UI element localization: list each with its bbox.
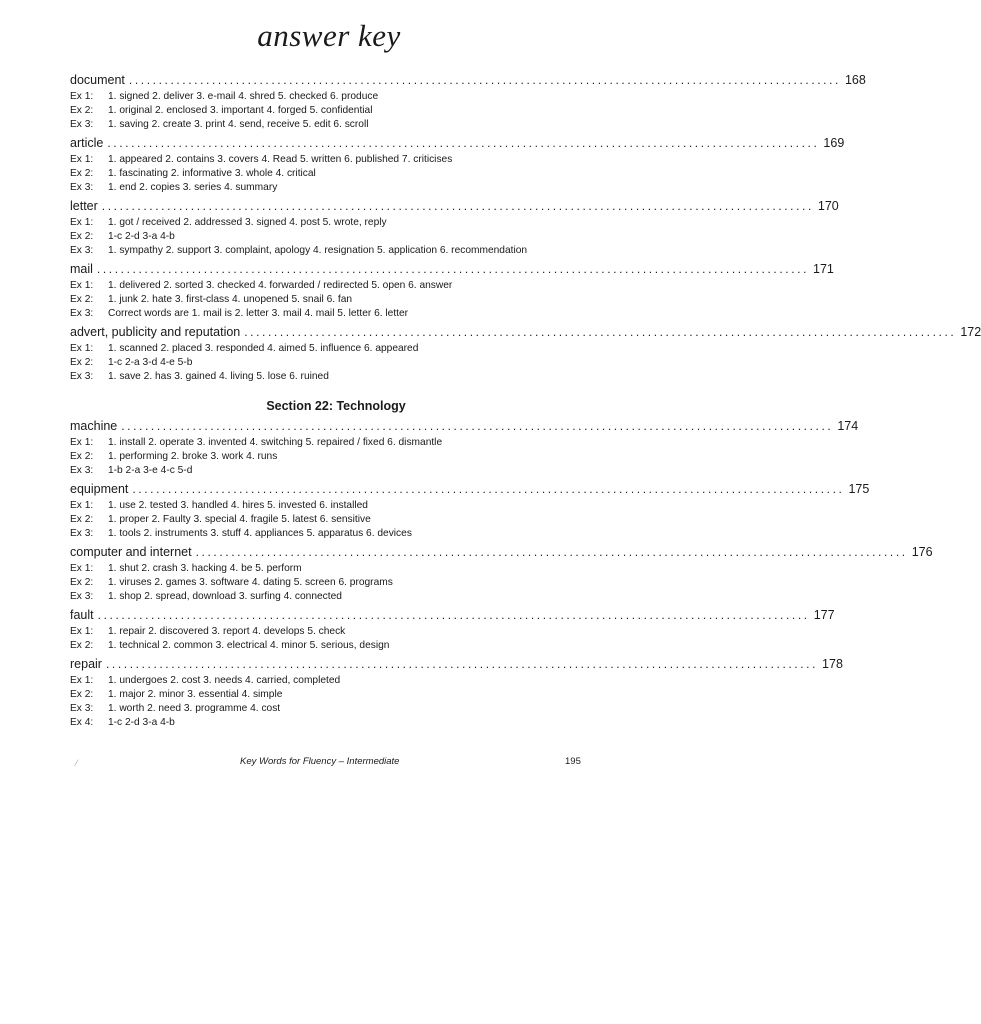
entry-document: [70, 72, 866, 132]
exercise-answers: 1. signed 2. deliver 3. e-mail 4. shred 5. checked 6. produce: [108, 91, 379, 102]
exercise-label: Ex 3:: [70, 245, 94, 256]
exercise-label: Ex 3:: [70, 528, 94, 539]
exercise-row: [70, 167, 572, 181]
exercise-label: Ex 3:: [70, 308, 94, 319]
exercise-answers: 1. viruses 2. games 3. software 4. dating 5. screen 6. programs: [108, 577, 393, 588]
page-reference: 176: [911, 545, 933, 559]
exercise-row: [70, 625, 572, 639]
exercise-label: Ex 2:: [70, 451, 94, 462]
exercise-label: Ex 1:: [70, 280, 94, 291]
exercise-answers: 1. undergoes 2. cost 3. needs 4. carried, completed: [108, 675, 341, 686]
exercise-label: Ex 1:: [70, 675, 94, 686]
dot-leader: ........................................................................................................................: [132, 482, 845, 496]
exercise-answers: 1. performing 2. broke 3. work 4. runs: [108, 451, 278, 462]
exercise-row: [70, 436, 572, 450]
exercise-row: [70, 450, 572, 464]
answer-list: [70, 69, 981, 730]
entry-heading: [70, 544, 933, 560]
exercise-answers: 1. tools 2. instruments 3. stuff 4. appliances 5. apparatus 6. devices: [108, 528, 412, 539]
entry-heading: [70, 72, 866, 88]
entry-article: [70, 135, 845, 195]
exercise-answers: 1. original 2. enclosed 3. important 4. forged 5. confidential: [108, 105, 373, 116]
exercise-row: [70, 716, 572, 730]
exercise-answers: 1-c 2-d 3-a 4-b: [108, 717, 175, 728]
exercise-label: Ex 3:: [70, 371, 94, 382]
exercise-row: [70, 590, 572, 604]
page-reference: 170: [817, 199, 839, 213]
entry-heading: [70, 261, 834, 277]
exercise-row: [70, 562, 572, 576]
exercise-answers: 1. sympathy 2. support 3. complaint, apology 4. resignation 5. application 6. recommendation: [108, 245, 528, 256]
footer-book-title: Key Words for Fluency – Intermediate: [240, 756, 400, 767]
entry-equipment: [70, 481, 870, 541]
exercise-row: [70, 104, 572, 118]
exercise-label: Ex 1:: [70, 500, 94, 511]
exercise-answers: 1. end 2. copies 3. series 4. summary: [108, 182, 278, 193]
exercise-label: Ex 4:: [70, 717, 94, 728]
page-reference: 171: [813, 262, 834, 276]
entry-heading: [70, 656, 843, 672]
exercise-answers: 1. scanned 2. placed 3. responded 4. aimed 5. influence 6. appeared: [108, 343, 419, 354]
exercise-row: [70, 244, 572, 258]
exercise-label: Ex 2:: [70, 514, 94, 525]
exercise-answers: 1. got / received 2. addressed 3. signed 4. post 5. wrote, reply: [108, 217, 387, 228]
page-reference: 169: [823, 136, 845, 150]
exercise-label: Ex 3:: [70, 119, 94, 130]
exercise-label: Ex 1:: [70, 217, 94, 228]
exercise-label: Ex 2:: [70, 168, 94, 179]
exercise-label: Ex 3:: [70, 703, 94, 714]
exercise-answers: Correct words are 1. mail is 2. letter 3. mail 4. mail 5. letter 6. letter: [108, 308, 409, 319]
exercise-row: [70, 230, 572, 244]
dot-leader: ........................................................................................................................: [244, 325, 957, 339]
exercise-label: Ex 1:: [70, 343, 94, 354]
exercise-row: [70, 464, 572, 478]
page-reference: 168: [844, 73, 866, 87]
dot-leader: ........................................................................................................................: [121, 419, 834, 433]
exercise-answers: 1. major 2. minor 3. essential 4. simple: [108, 689, 283, 700]
entry-advert: [70, 324, 981, 384]
exercise-label: Ex 1:: [70, 563, 94, 574]
headword: machine: [70, 419, 118, 433]
exercise-label: Ex 3:: [70, 182, 94, 193]
exercise-row: [70, 499, 572, 513]
exercise-row: [70, 307, 572, 321]
exercise-answers: 1. fascinating 2. informative 3. whole 4. critical: [108, 168, 316, 179]
exercise-row: [70, 639, 572, 653]
exercise-label: Ex 1:: [70, 626, 94, 637]
exercise-row: [70, 370, 572, 384]
exercise-row: [70, 527, 572, 541]
headword: fault: [70, 608, 94, 622]
headword: repair: [70, 657, 102, 671]
entry-heading: [70, 324, 981, 340]
exercise-answers: 1. install 2. operate 3. invented 4. switching 5. repaired / fixed 6. dismantle: [108, 437, 443, 448]
exercise-label: Ex 1:: [70, 91, 94, 102]
page-reference: 174: [837, 419, 859, 433]
exercise-answers: 1. worth 2. need 3. programme 4. cost: [108, 703, 281, 714]
exercise-answers: 1. shut 2. crash 3. hacking 4. be 5. perform: [108, 563, 302, 574]
exercise-answers: 1-c 2-a 3-d 4-e 5-b: [108, 357, 193, 368]
exercise-label: Ex 2:: [70, 231, 94, 242]
footer-page-number: 195: [565, 756, 581, 767]
page-title: answer key: [257, 18, 401, 53]
entry-repair: [70, 656, 843, 730]
exercise-row: [70, 90, 572, 104]
page-reference: 175: [848, 482, 870, 496]
entry-heading: [70, 418, 859, 434]
exercise-answers: 1. appeared 2. contains 3. covers 4. Read 5. written 6. published 7. criticises: [108, 154, 453, 165]
exercise-row: [70, 279, 572, 293]
dot-leader: ........................................................................................................................: [97, 608, 810, 622]
exercise-row: [70, 118, 572, 132]
exercise-answers: 1. use 2. tested 3. handled 4. hires 5. invested 6. installed: [108, 500, 368, 511]
exercise-answers: 1. delivered 2. sorted 3. checked 4. forwarded / redirected 5. open 6. answer: [108, 280, 453, 291]
exercise-row: [70, 153, 572, 167]
dot-leader: ........................................................................................................................: [107, 136, 820, 150]
exercise-answers: 1-b 2-a 3-e 4-c 5-d: [108, 465, 193, 476]
exercise-answers: 1. shop 2. spread, download 3. surfing 4. connected: [108, 591, 342, 602]
exercise-row: [70, 216, 572, 230]
exercise-label: Ex 2:: [70, 577, 94, 588]
entry-group-documents: [70, 72, 981, 384]
dot-leader: ........................................................................................................................: [105, 657, 819, 671]
dot-leader: ........................................................................................................................: [195, 545, 908, 559]
entry-heading: [70, 198, 839, 214]
exercise-answers: 1. technical 2. common 3. electrical 4. minor 5. serious, design: [108, 640, 390, 651]
entry-fault: [70, 607, 835, 653]
exercise-label: Ex 2:: [70, 689, 94, 700]
exercise-row: [70, 702, 572, 716]
exercise-row: [70, 674, 572, 688]
exercise-row: [70, 293, 572, 307]
exercise-row: [70, 342, 572, 356]
headword: letter: [70, 199, 98, 213]
exercise-answers: 1-c 2-d 3-a 4-b: [108, 231, 175, 242]
section-title: Section 22: Technology: [266, 399, 406, 413]
entry-mail: [70, 261, 834, 321]
page-reference: 177: [813, 608, 835, 622]
exercise-row: [70, 356, 572, 370]
page-reference: 178: [822, 657, 843, 671]
exercise-answers: 1. save 2. has 3. gained 4. living 5. lose 6. ruined: [108, 371, 329, 382]
headword: advert, publicity and reputation: [70, 325, 241, 339]
exercise-row: [70, 513, 572, 527]
entry-machine: [70, 418, 859, 478]
headword: mail: [70, 262, 93, 276]
exercise-label: Ex 2:: [70, 294, 94, 305]
exercise-row: [70, 181, 572, 195]
headword: document: [70, 73, 125, 87]
entry-heading: [70, 481, 870, 497]
page-reference: 172: [960, 325, 981, 339]
exercise-row: [70, 688, 572, 702]
exercise-label: Ex 2:: [70, 640, 94, 651]
exercise-answers: 1. repair 2. discovered 3. report 4. develops 5. check: [108, 626, 346, 637]
headword: computer and internet: [70, 545, 192, 559]
margin-mark: ⁄: [76, 758, 78, 768]
entry-computer: [70, 544, 933, 604]
exercise-label: Ex 2:: [70, 105, 94, 116]
entry-heading: [70, 135, 845, 151]
exercise-label: Ex 3:: [70, 465, 94, 476]
dot-leader: ........................................................................................................................: [128, 73, 841, 87]
exercise-answers: 1. proper 2. Faulty 3. special 4. fragile 5. latest 6. sensitive: [108, 514, 371, 525]
dot-leader: ........................................................................................................................: [96, 262, 809, 276]
exercise-row: [70, 576, 572, 590]
exercise-label: Ex 1:: [70, 154, 94, 165]
exercise-answers: 1. junk 2. hate 3. first-class 4. unopened 5. snail 6. fan: [108, 294, 353, 305]
entry-group-technology: [70, 418, 933, 730]
dot-leader: ........................................................................................................................: [101, 199, 814, 213]
headword: article: [70, 136, 104, 150]
entry-heading: [70, 607, 835, 623]
exercise-label: Ex 3:: [70, 591, 94, 602]
entry-letter: [70, 198, 839, 258]
exercise-answers: 1. saving 2. create 3. print 4. send, receive 5. edit 6. scroll: [108, 119, 369, 130]
exercise-label: Ex 1:: [70, 437, 94, 448]
exercise-label: Ex 2:: [70, 357, 94, 368]
headword: equipment: [70, 482, 129, 496]
